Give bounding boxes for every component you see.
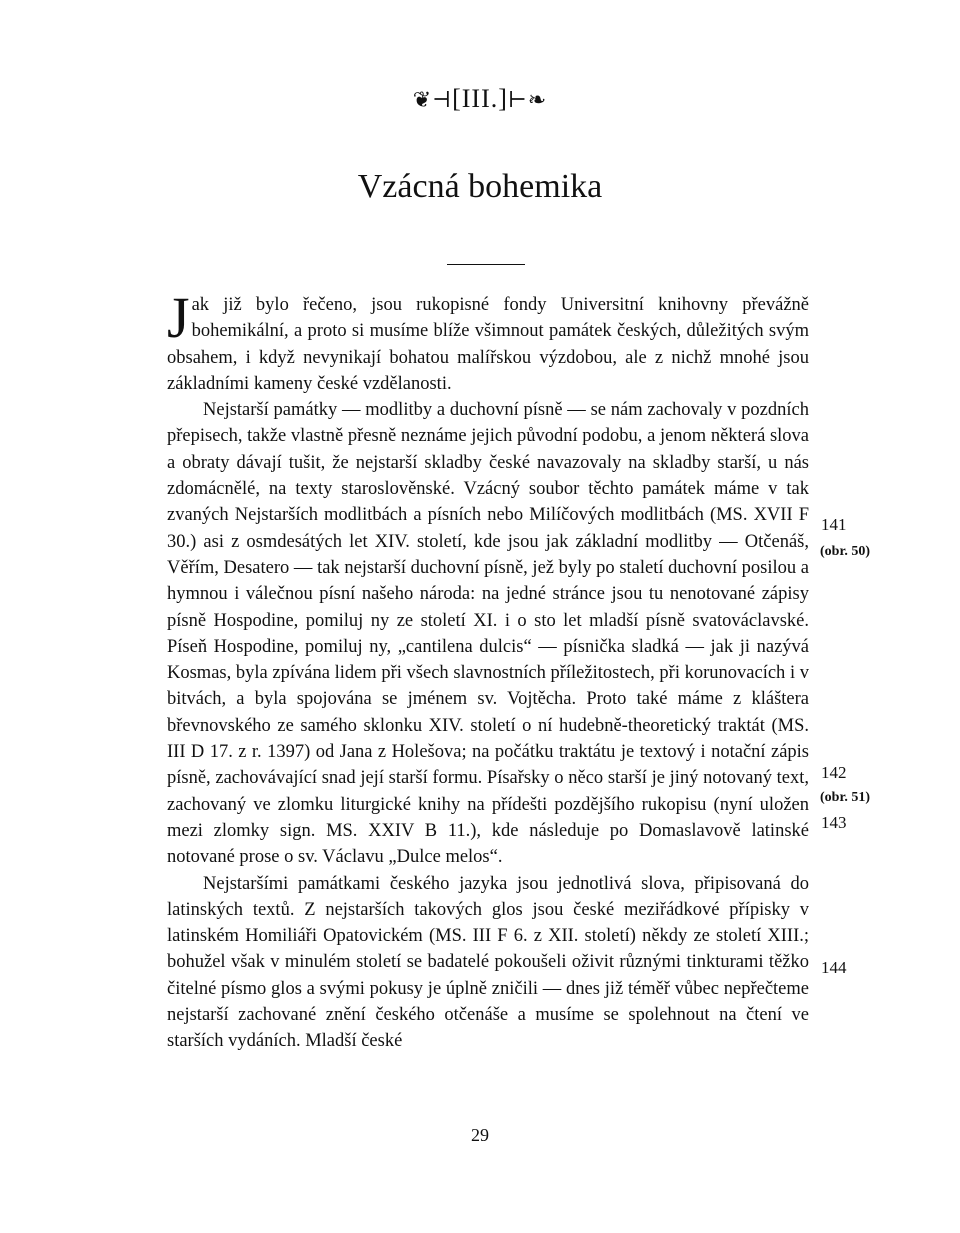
margin-figure-ref-50: (obr. 50) (820, 544, 871, 559)
title-divider (447, 264, 525, 265)
chapter-ornament (0, 84, 960, 114)
paragraph-2: Nejstarší památky — modlitby a duchovní písně — se nám zachovaly v pozdních přepisech, takže vlastně přesně neznáme jejich původní podobu, a jenom některá slova a obraty dávají tušit, že nejstarší skladby české navazovaly na skladby starší, u nás zdomácnělé, na texty staroslověnské. Vzácný soubor těchto památek máme v tak zvaných Nejstarších modlitbách a písních nebo Milíčových modlitbách (MS. XVII F 30.) asi z osmdesátých let XIV. století, kde jsou jak základní modlitby — Otčenáš, Věřím, Desatero — tak nejstarší duchovní písně, jež byly po staletí duchovní posilou a hymnou i válečnou písní našeho národa: na jedné stránce jsou tu nenotované zápisy písně Hospodine, pomiluj ny ze století XI. i o sto let mladší písně svatováclavské. Píseň Hospodine, pomiluj ny, „cantilena dulcis“ — písnička sladká — jak ji nazývá Kosmas, byla zpívána lidem při všech slavnostních příležitostech, při korunovacích i v bitvách, a byla spojována se jménem sv. Vojtěcha. Proto také máme z kláštera břevnovského ze samého sklonku XIV. století o ní hudebně-theoretický traktát (MS. III D 17. z r. 1397) od Jana z Holešova; na počátku traktátu je textový i notační zápis písně, zachovávající snad její starší formu. Písařsky o něco starší je jiný notovaný text, zachovaný ve zlomku liturgické knihy na přídešti pozdějšího rukopisu (nyní uložen mezi zlomky sign. MS. XXIV B 11.), kde následuje po Domaslavově latinské notované prose o sv. Václavu „Dulce melos“. (167, 400, 809, 868)
drop-cap: J (167, 285, 190, 350)
ornament-left-flourish: ❦⊣ (412, 87, 453, 112)
margin-note-142: 142 (821, 763, 847, 782)
ornament-right-flourish: ⊢❧ (507, 87, 548, 112)
chapter-numeral: [III.] (452, 84, 508, 113)
margin-note-144: 144 (821, 958, 847, 977)
paragraph-3: Nejstaršími památkami českého jazyka jsou jednotlivá slova, připisovaná do latinských textů. Z nejstarších takových glos jsou české meziřádkové přípisky v latinském Homiliáři Opatovickém (MS. III F 6. z XII. století) někdy ze století XIII.; bohužel však v minulém století se badatelé pokoušeli oživit různými tinkturami těžko čitelné písmo glos a svými pokusy je úplně zničili — dnes již téměř vůbec nepřečteme nejstarší zachované znění českého otčenáše a musíme se spolehnout na čtení ve starších vydáních. Mladší české (167, 873, 809, 1052)
paragraph-1 (167, 285, 809, 397)
margin-note-141: 141 (821, 515, 847, 534)
page-number: 29 (471, 1125, 489, 1145)
chapter-title: Vzácná bohemika (357, 168, 603, 205)
paragraph-1-text: ak již bylo řečeno, jsou rukopisné fondy Universitní knihovny převážně bohemikální, a proto si musíme blíže všimnout památek českých, důležitých svým obsahem, i když nevynikají bohatou malířskou výzdobou, ale z nichž mnohé jsou základními kameny české vzdělanosti. (167, 295, 809, 394)
margin-note-143: 143 (821, 813, 847, 832)
body-text (167, 285, 809, 1055)
margin-figure-ref-51: (obr. 51) (820, 790, 871, 805)
